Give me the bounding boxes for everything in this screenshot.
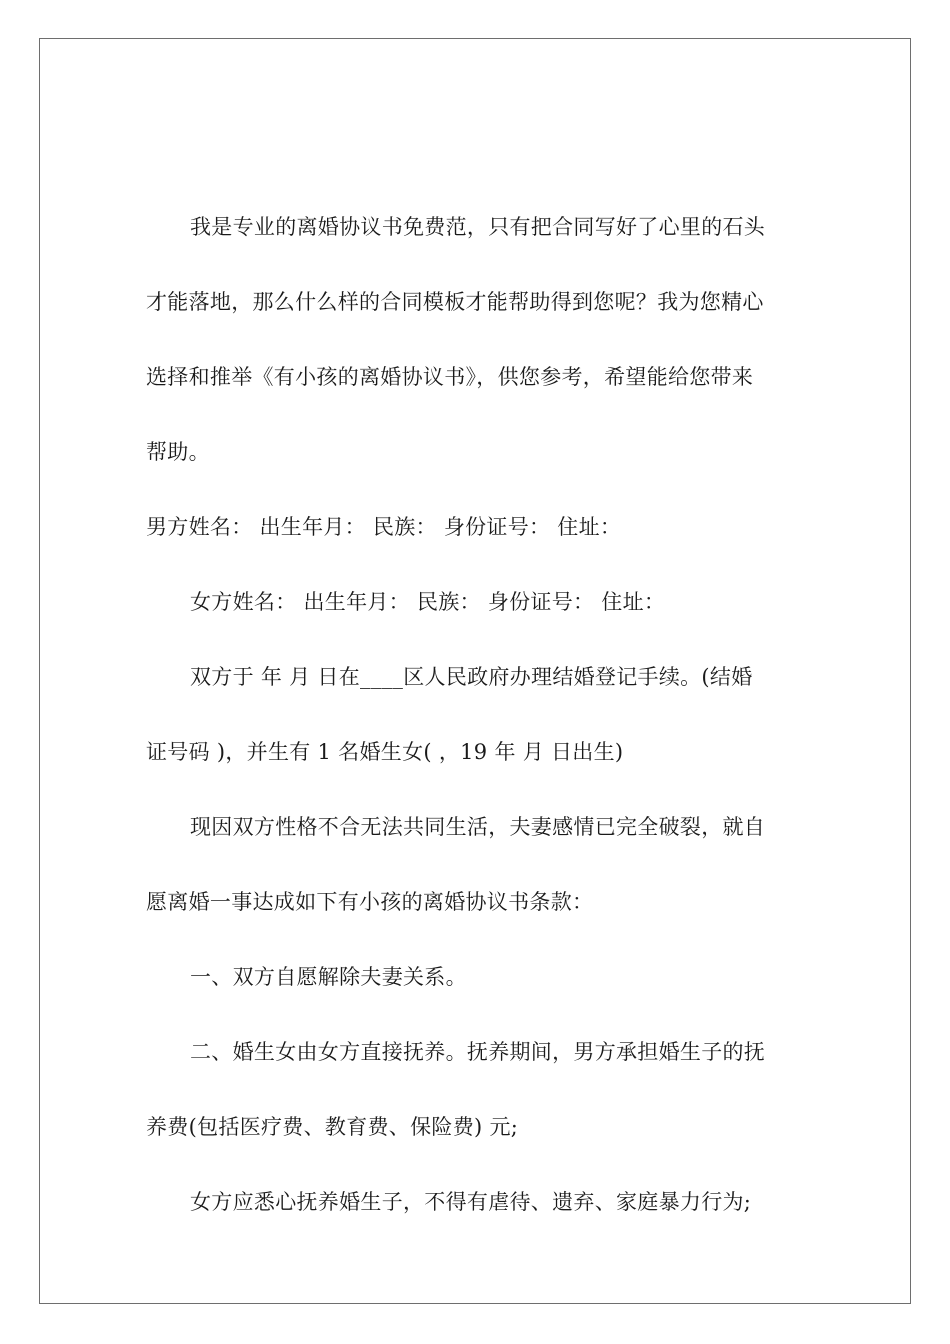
reason-line-1: 现因双方性格不合无法共同生活，夫妻感情已完全破裂，就自 xyxy=(190,815,766,839)
intro-line-3: 选择和推举《有小孩的离婚协议书》，供您参考，希望能给您带来 xyxy=(146,365,754,389)
female-info-line: 女方姓名： 出生年月： 民族： 身份证号： 住址： xyxy=(190,590,666,614)
clause-2-line-3: 女方应悉心抚养婚生子，不得有虐待、遗弃、家庭暴力行为; xyxy=(190,1190,752,1214)
reason-line-2: 愿离婚一事达成如下有小孩的离婚协议书条款： xyxy=(146,890,594,914)
clause-2-line-2: 养费(包括医疗费、教育费、保险费) 元; xyxy=(146,1115,519,1139)
intro-line-2: 才能落地，那么什么样的合同模板才能帮助得到您呢？我为您精心 xyxy=(146,290,764,314)
clause-2-line-1: 二、婚生女由女方直接抚养。抚养期间，男方承担婚生子的抚 xyxy=(190,1040,766,1064)
marriage-registration-line-1: 双方于 年 月 日在____区人民政府办理结婚登记手续。(结婚 xyxy=(190,665,753,689)
intro-line-4: 帮助。 xyxy=(146,440,210,464)
male-info-line: 男方姓名： 出生年月： 民族： 身份证号： 住址： xyxy=(146,515,622,539)
intro-line-1: 我是专业的离婚协议书免费范，只有把合同写好了心里的石头 xyxy=(190,215,766,239)
marriage-registration-line-2: 证号码 )，并生有 1 名婚生女( ，19 年 月 日出生) xyxy=(146,740,624,764)
clause-1: 一、双方自愿解除夫妻关系。 xyxy=(190,965,467,989)
